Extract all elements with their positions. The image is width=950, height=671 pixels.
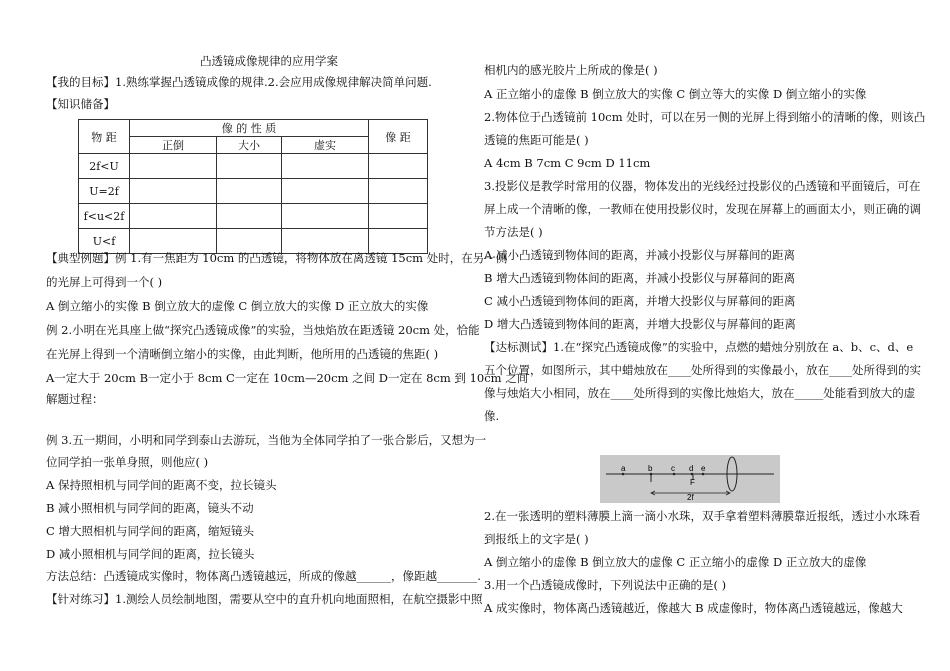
example1-options: A 倒立缩小的实像 B 倒立放大的虚像 C 倒立放大的实像 D 正立放大的实像 (46, 299, 429, 313)
example2-stem: 例 2.小明在光具座上做“探究凸透镜成像”的实验，当烛焰放在距透镜 20cm 处，恰能 (46, 323, 480, 337)
solution-label: 解题过程： (46, 392, 104, 406)
answer-cell[interactable] (130, 154, 217, 179)
practice2-stem-cont: 透镜的焦距可能是( ) (484, 133, 589, 147)
lens-figure (600, 455, 780, 503)
practice2-options: A 4cm B 7cm C 9cm D 11cm (484, 156, 651, 170)
point-b: b (648, 464, 653, 473)
focus-label: F (690, 478, 695, 487)
practice3-stem-end: 节方法是( ) (484, 225, 543, 239)
example3-option-c: C 增大照相机与同学间的距离，缩短镜头 (46, 524, 254, 538)
answer-cell[interactable] (130, 179, 217, 204)
example3-option-d: D 减小照相机与同学间的距离，拉长镜头 (46, 547, 255, 561)
answer-cell[interactable] (282, 154, 369, 179)
lens-diagram (600, 455, 780, 503)
answer-cell[interactable] (282, 179, 369, 204)
row-label: 2f<U (79, 154, 130, 179)
table-row (79, 229, 428, 254)
header-object-distance: 物 距 (79, 120, 130, 154)
row-label: U=2f (79, 179, 130, 204)
twof-label: 2f (687, 493, 694, 502)
answer-cell[interactable] (369, 204, 428, 229)
practice3-option-d: D 增大凸透镜到物体间的距离，并增大投影仪与屏幕间的距离 (484, 317, 796, 331)
practice3-stem: 3.投影仪是教学时常用的仪器，物体发出的光线经过投影仪的凸透镜和平面镜后，可在 (484, 179, 921, 193)
knowledge-heading: 【知识储备】 (46, 97, 115, 111)
example3-stem: 例 3.五一期间，小明和同学到泰山去游玩，当他为全体同学拍了一张合影后，又想为一 (46, 433, 487, 447)
example3-option-b: B 减小照相机与同学间的距离，镜头不动 (46, 501, 254, 515)
answer-cell[interactable] (282, 204, 369, 229)
practice3-option-b: B 增大凸透镜到物体间的距离，并减小投影仪与屏幕间的距离 (484, 271, 796, 285)
test2-options: A 倒立缩小的虚像 B 倒立放大的虚像 C 正立缩小的虚像 D 正立放大的虚像 (484, 555, 867, 569)
test2-stem-cont: 到报纸上的文字是( ) (484, 532, 589, 546)
answer-cell[interactable] (369, 229, 428, 254)
header-real-virtual: 虚实 (282, 137, 369, 154)
point-c: c (671, 464, 675, 473)
point-e: e (701, 464, 706, 473)
imaging-rules-table (78, 119, 428, 254)
answer-cell[interactable] (217, 204, 282, 229)
answer-cell[interactable] (217, 229, 282, 254)
practice1-options: A 正立缩小的虚像 B 倒立放大的实像 C 倒立等大的实像 D 倒立缩小的实像 (484, 87, 867, 101)
answer-cell[interactable] (217, 154, 282, 179)
table-row (79, 179, 428, 204)
test2-stem: 2.在一张透明的塑料薄膜上滴一滴小水珠，双手拿着塑料薄膜靠近报纸，透过小水珠看 (484, 509, 921, 523)
point-d: d (689, 464, 694, 473)
test1-stem-3: 像与烛焰大小相同，放在____处所得到的实像比烛焰大，放在_____处能看到放大的虚 (484, 386, 916, 400)
example1-stem-cont: 的光屏上可得到一个( ) (46, 275, 163, 289)
page-title: 凸透镜成像规律的应用学案 (200, 54, 338, 68)
practice2-stem: 2.物体位于凸透镜前 10cm 处时，可以在另一侧的光屏上得到缩小的清晰的像，则该凸 (484, 110, 926, 124)
test1-stem-2: 五个位置，如图所示，其中蜡烛放在____处所得到的实像最小，放在____处所得到的实 (484, 363, 921, 377)
header-image-distance: 像 距 (369, 120, 428, 154)
header-orientation: 正倒 (130, 137, 217, 154)
answer-cell[interactable] (130, 229, 217, 254)
dot-b (650, 473, 653, 476)
practice3-stem-cont: 屏上成一个清晰的像，一教师在使用投影仪时，发现在屏幕上的画面太小，则正确的调 (484, 202, 921, 216)
practice3-option-a: A 减小凸透镜到物体间的距离，并减小投影仪与屏幕间的距离 (484, 248, 795, 262)
example2-stem-cont: 在光屏上得到一个清晰倒立缩小的实像，由此判断，他所用的凸透镜的焦距( ) (46, 347, 439, 361)
answer-cell[interactable] (369, 154, 428, 179)
method-summary: 方法总结：凸透镜成实像时，物体离凸透镜越远，所成的像越______，像距越_______. (46, 569, 481, 583)
practice-heading: 【针对练习】1.测绘人员绘制地图，需要从空中的直升机向地面照相，在航空摄影中照 (46, 592, 483, 606)
example3-stem-cont: 位同学拍一张单身照，则他应( ) (46, 455, 209, 469)
answer-cell[interactable] (282, 229, 369, 254)
test1-stem-4: 像. (484, 409, 500, 423)
example1-stem: 【典型例题】例 1.有一焦距为 10cm 的凸透镜，将物体放在离透镜 15cm 处时，在另一侧 (46, 251, 508, 265)
test3-options: A 成实像时，物体离凸透镜越近，像越大 B 成虚像时，物体离凸透镜越远，像越大 (484, 601, 903, 615)
practice1-stem-cont: 相机内的感光胶片上所成的像是( ) (484, 63, 658, 77)
point-a: a (621, 464, 626, 473)
practice3-option-c: C 减小凸透镜到物体间的距离，并增大投影仪与屏幕间的距离 (484, 294, 796, 308)
table-row (79, 204, 428, 229)
learning-goal: 【我的目标】1.熟练掌握凸透镜成像的规律.2.会应用成像规律解决简单问题. (46, 75, 432, 89)
header-size: 大小 (217, 137, 282, 154)
row-label: U<f (79, 229, 130, 254)
test3-stem: 3.用一个凸透镜成像时，下列说法中正确的是( ) (484, 578, 727, 592)
example3-option-a: A 保持照相机与同学间的距离不变，拉长镜头 (46, 478, 277, 492)
dot-e (702, 473, 705, 476)
dot-a (622, 473, 625, 476)
answer-cell[interactable] (130, 204, 217, 229)
dot-c (673, 473, 676, 476)
answer-cell[interactable] (369, 179, 428, 204)
test1-stem: 【达标测试】1.在“探究凸透镜成像”的实验中，点燃的蜡烛分别放在 a、b、c、d、e (484, 340, 914, 354)
dot-d (691, 473, 694, 476)
answer-cell[interactable] (217, 179, 282, 204)
example2-options: A一定大于 20cm B一定小于 8cm C一定在 10cm—20cm 之间 D一定在 8cm 到 10cm 之间 (46, 371, 529, 385)
row-label: f<u<2f (79, 204, 130, 229)
table-row (79, 154, 428, 179)
header-image-nature: 像 的 性 质 (130, 120, 369, 137)
